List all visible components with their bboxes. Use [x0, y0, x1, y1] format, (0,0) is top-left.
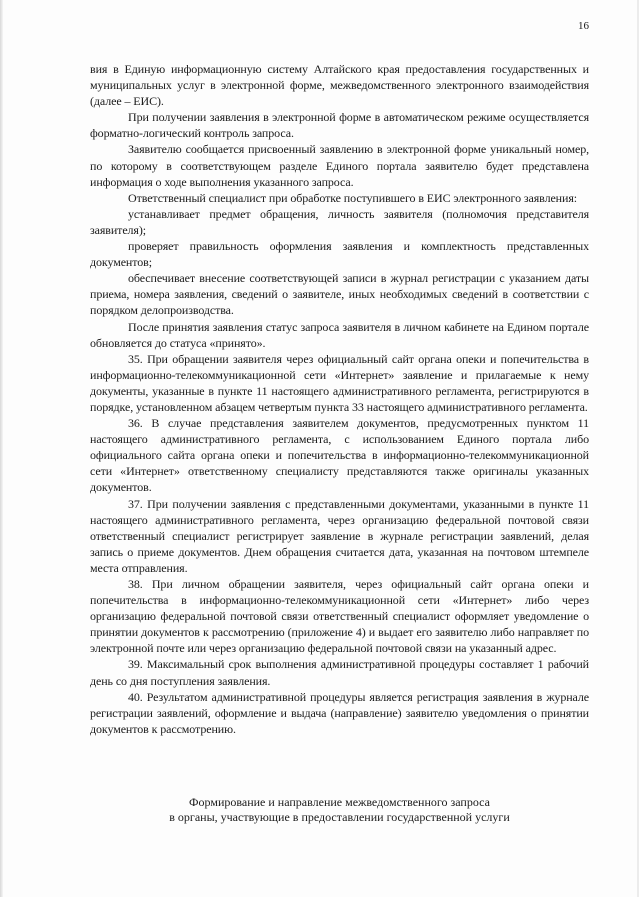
section-heading	[90, 795, 589, 825]
scan-edge-left	[0, 0, 3, 897]
paragraph: 38. При личном обращении заявителя, через официальный сайт органа опеки и попечительства в информационно-телекоммуникационной сети «Интернет» либо через организацию федеральной почтовой связи ответственный специалист оформляет уведомление о принятии документов к рассмотрению (приложение 4) и выдает его заявителю либо направляет по электронной почте или через организацию федеральной почтовой связи на указанный адрес.	[90, 577, 589, 656]
page-number: 16	[578, 20, 589, 32]
paragraph: вия в Единую информационную систему Алтайского края предоставления государственных и муниципальных услуг в электронной форме, межведомственного электронного взаимодействия (далее – ЕИС).	[90, 62, 589, 109]
paragraph: обеспечивает внесение соответствующей записи в журнал регистрации с указанием даты приема, номера заявления, сведений о заявителе, иных необходимых сведений в соответствии с порядком делопроизводства.	[90, 271, 589, 318]
paragraph: проверяет правильность оформления заявления и комплектность представленных документов;	[90, 239, 589, 270]
paragraph: 37. При получении заявления с представленными документами, указанными в пункте 11 настоящего административного регламента, через организацию федеральной почтовой связи ответственный специалист регистрирует заявление в журнале регистрации заявлений, делая запись о приеме документов. Днем обращения считается дата, указанная на почтовом штемпеле места отправления.	[90, 496, 589, 575]
paragraph: 39. Максимальный срок выполнения административной процедуры составляет 1 рабочий день со дня поступления заявления.	[90, 657, 589, 688]
section-heading-line: в органы, участвующие в предоставлении государственной услуги	[169, 810, 510, 824]
paragraph: При получении заявления в электронной форме в автоматическом режиме осуществляется форматно-логический контроль запроса.	[90, 110, 589, 141]
paragraph: 35. При обращении заявителя через официальный сайт органа опеки и попечительства в информационно-телекоммуникационной сети «Интернет» заявление и прилагаемые к нему документы, указанные в пункте 11 настоящего административного регламента, регистрируются в порядке, установленном абзацем четвертым пункта 33 настоящего административного регламента.	[90, 351, 589, 414]
paragraph: 36. В случае представления заявителем документов, предусмотренных пунктом 11 настоящего административного регламента, с использованием Единого портала либо официального сайта органа опеки и попечительства в информационно-телекоммуникационной сети «Интернет» ответственному специалисту представляются также оригиналы указанных документов.	[90, 416, 589, 495]
section-heading-line: Формирование и направление межведомственного запроса	[189, 795, 490, 809]
paragraph: Заявителю сообщается присвоенный заявлению в электронной форме уникальный номер, по которому в соответствующем разделе Единого портала заявителю будет представлена информация о ходе выполнения указанного запроса.	[90, 142, 589, 189]
paragraph: Ответственный специалист при обработке поступившего в ЕИС электронного заявления:	[128, 190, 577, 205]
paragraph: 40. Результатом административной процедуры является регистрация заявления в журнале регистрации заявлений, оформление и выдача (направление) заявителю уведомления о принятии документов к рассмотрению.	[90, 689, 589, 736]
paragraph: После принятия заявления статус запроса заявителя в личном кабинете на Едином портале обновляется до статуса «принято».	[90, 319, 589, 350]
paragraph: устанавливает предмет обращения, личность заявителя (полномочия представителя заявителя);	[90, 206, 589, 237]
body-text	[90, 61, 589, 737]
